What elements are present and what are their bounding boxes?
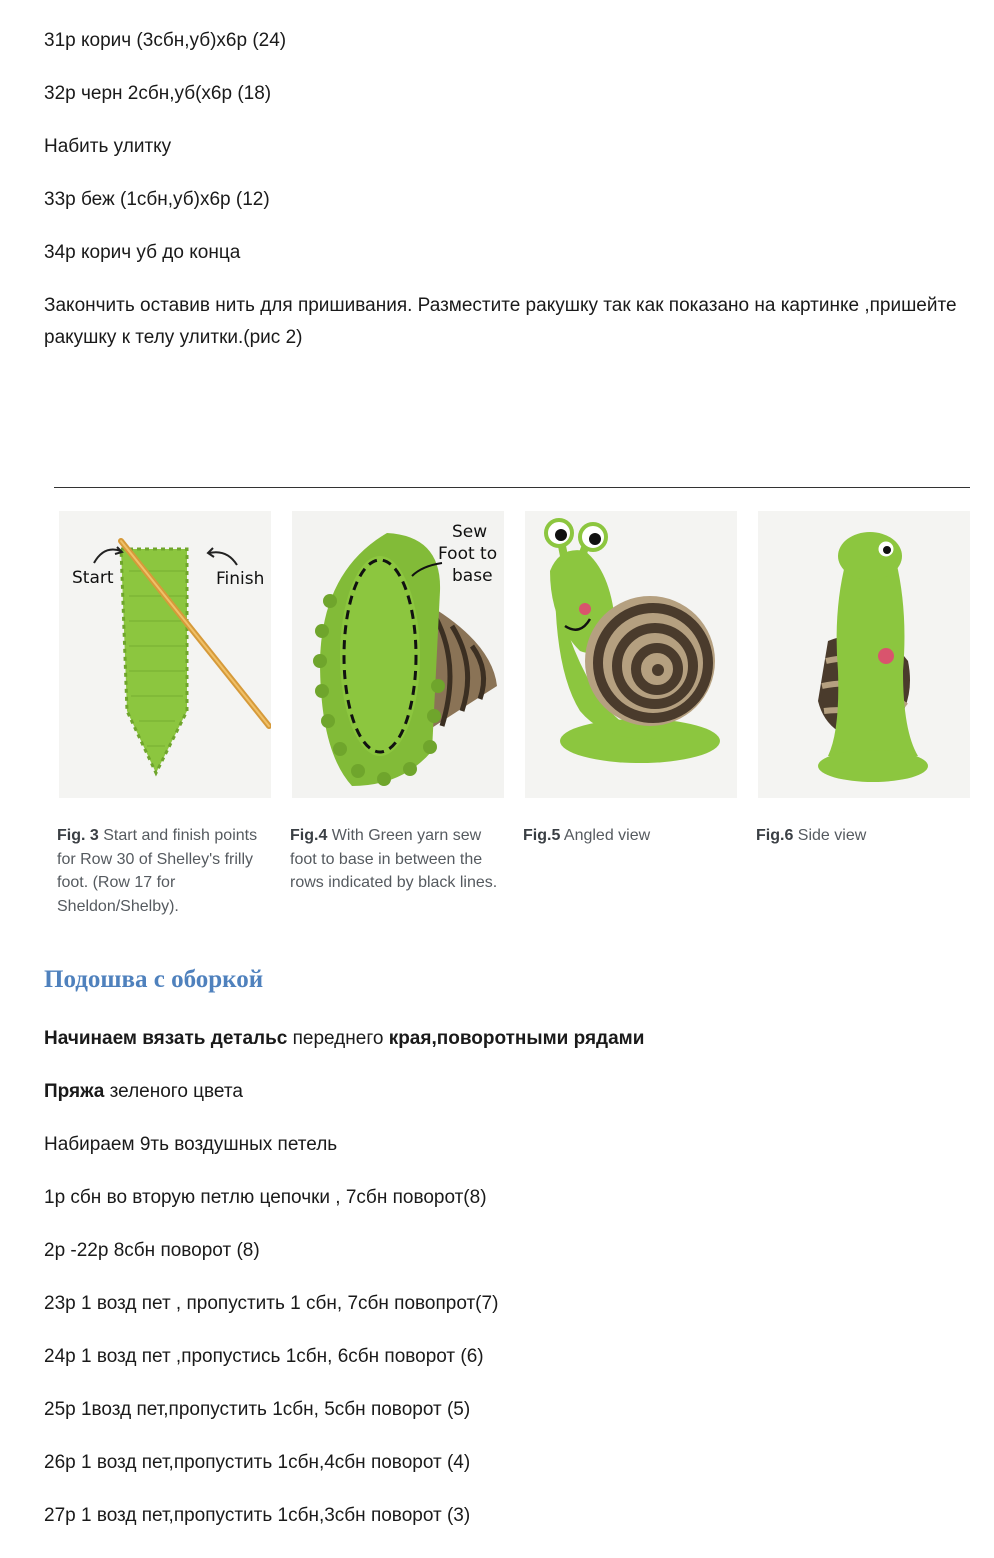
row-27: 27р 1 возд пет,пропустить 1сбн,3сбн поворот (3) (44, 1505, 471, 1526)
fig4-caption-text: With Green yarn sew foot to base in between the rows indicated by black lines. (290, 827, 498, 891)
yarn-line (44, 1076, 243, 1108)
fig4-label-line3: base (452, 566, 493, 586)
pattern-row-31: 31р корич (3сбн,уб)х6р (24) (44, 30, 287, 51)
fig4-label-line1: Sew (452, 522, 488, 542)
fig6-caption-text: Side view (793, 827, 867, 844)
fig5-caption-text: Angled view (560, 827, 651, 844)
row-2-22: 2р -22р 8сбн поворот (8) (44, 1240, 260, 1261)
intro-line (44, 1023, 644, 1055)
row-24: 24р 1 возд пет ,пропустись 1сбн, 6сбн поворот (6) (44, 1346, 484, 1367)
divider-line (54, 487, 970, 488)
fig4-photo (292, 511, 504, 798)
intro-normal-1: переднего (287, 1028, 389, 1049)
fig4-label-line2: Foot to (438, 544, 498, 564)
fig3-finish-label: Finish (216, 569, 265, 589)
fig5-photo (525, 511, 737, 798)
pattern-row-34: 34р корич уб до конца (44, 242, 241, 263)
fig6-caption (756, 824, 974, 848)
fig3-caption-text: Start and finish points for Row 30 of Shelley's frilly foot. (Row 17 for Sheldon/Shelby). (57, 827, 258, 915)
finish-paragraph: Закончить оставив нить для пришивания. Разместите ракушку так как показано на картинке ,пришейте ракушку к телу улитки.(рис 2) (44, 295, 957, 348)
row-26: 26р 1 возд пет,пропустить 1сбн,4сбн поворот (4) (44, 1452, 471, 1473)
stuff-instruction: Набить улитку (44, 136, 172, 157)
row-chain: Набираем 9ть воздушных петель (44, 1134, 338, 1155)
yarn-bold: Пряжа (44, 1081, 105, 1102)
fig3-caption (57, 824, 275, 918)
fig4-caption (290, 824, 508, 895)
intro-bold-2: края,поворотными рядами (388, 1028, 645, 1049)
fig6-caption-number: Fig.6 (756, 827, 794, 844)
row-25: 25р 1возд пет,пропустить 1сбн, 5сбн поворот (5) (44, 1399, 471, 1420)
pattern-row-33: 33р беж (1сбн,уб)х6р (12) (44, 189, 270, 210)
fig5-caption-number: Fig.5 (523, 827, 561, 844)
pattern-row-32: 32р черн 2сбн,уб(х6р (18) (44, 83, 272, 104)
fig3-caption-number: Fig. 3 (57, 827, 99, 844)
fig4-caption-number: Fig.4 (290, 827, 328, 844)
fig3-photo (59, 511, 271, 798)
intro-bold-1: Начинаем вязать детальс (44, 1028, 288, 1049)
fig5-caption (523, 824, 741, 848)
row-1: 1р сбн во вторую петлю цепочки , 7сбн поворот(8) (44, 1187, 487, 1208)
row-23: 23р 1 возд пет , пропустить 1 сбн, 7сбн повопрот(7) (44, 1293, 499, 1314)
yarn-normal: зеленого цвета (104, 1081, 243, 1102)
section-heading: Подошва с оборкой (44, 966, 264, 993)
fig3-start-label: Start (72, 568, 114, 588)
fig6-photo (758, 511, 970, 798)
